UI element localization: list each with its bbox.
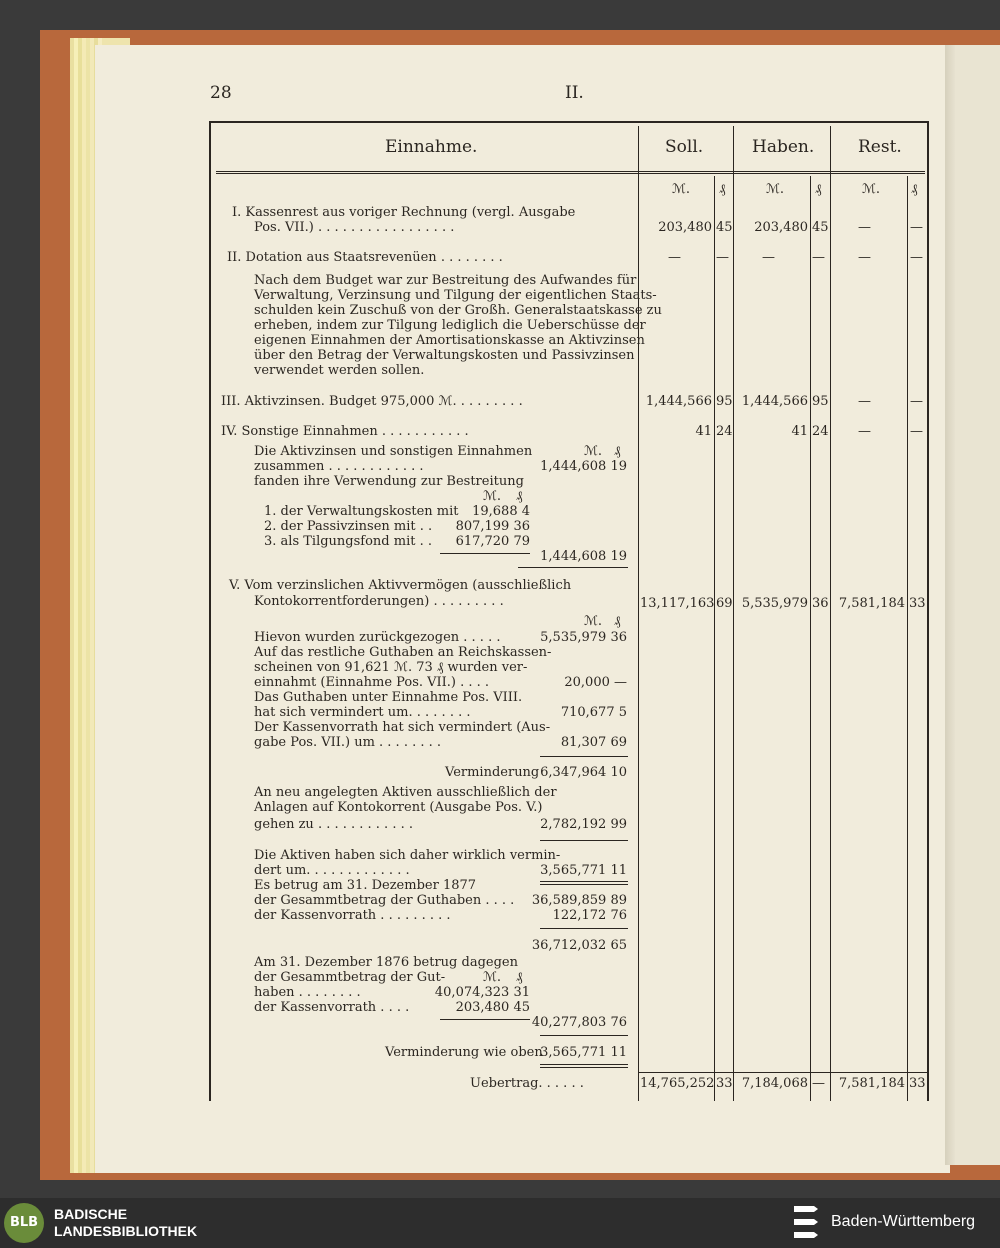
row-v-inner-value: 203,480 45 [455,1000,530,1015]
row-v-value: 710,677 5 [560,705,627,720]
row-i-soll-mark: 203,480 [658,220,712,235]
sum-rule [540,756,628,757]
row-v-text: der Gesammtbetrag der Gut- [254,970,446,985]
row-v-text: der Kassenvorrath . . . . . . . . . [254,908,451,923]
unit-mark-inner: ℳ. [584,614,603,629]
unit-mark-inner: ℳ. [483,489,502,504]
row-iv-haben-mark: 41 [791,424,808,439]
row-v-label2: Kontokorrentforderungen) . . . . . . . . . [254,594,504,609]
row-v-inner-value: 40,074,323 31 [434,985,530,1000]
col-header-rest: Rest. [858,137,902,157]
row-v-text: Am 31. Dezember 1876 betrug dagegen [254,955,518,970]
lions-icon[interactable] [792,1202,820,1242]
row-iii-haben-mark: 1,444,566 [741,394,808,409]
row-v-text: Das Guthaben unter Einnahme Pos. VIII. [254,690,523,705]
sum-rule [440,553,530,554]
row-v-text: gabe Pos. VII.) um . . . . . . . . [254,735,442,750]
row-v-text: Es betrug am 31. Dezember 1877 [254,878,477,893]
row-iii-soll-mark: 1,444,566 [645,394,712,409]
row-ii-note-line: eigenen Einnahmen der Amortisationskasse an Aktivzinsen [254,333,645,348]
unit-mark-soll: ℳ. [672,182,691,197]
row-i-rest-mark: — [858,220,871,235]
unit-pf-inner: ₰ [516,970,523,985]
sum-rule [440,1019,530,1020]
row-v-value: 36,589,859 89 [531,893,627,908]
uebertrag-label: Uebertrag. . . . . . [470,1076,584,1091]
row-iv-inner-value: 1,444,608 19 [540,459,627,474]
row-v-value: 3,565,771 11 [540,863,627,878]
pf-divider-rest [907,176,908,1101]
sum-rule [540,881,628,882]
col-header-einnahme: Einnahme. [385,137,478,157]
row-iv-item-label: 2. der Passivzinsen mit . . [264,519,433,534]
uebertrag-haben-pf: — [812,1076,825,1091]
row-ii-note-line: Nach dem Budget war zur Bestreitung des Aufwandes für [254,273,637,288]
row-ii-note-line: erheben, indem zur Tilgung lediglich die Ueberschüsse der [254,318,646,333]
row-iv-soll-mark: 41 [695,424,712,439]
row-v-value: 20,000 — [564,675,627,690]
uebertrag-soll-mark: 14,765,252 [640,1076,715,1091]
blb-name-line1: BADISCHE [54,1206,128,1222]
blb-logo-icon[interactable]: BLB [4,1203,44,1243]
row-v-sum-1877: 36,712,032 65 [531,938,627,953]
row-ii-note-line: Verwaltung, Verzinsung und Tilgung der eigentlichen Staats- [254,288,657,303]
row-iii-label: III. Aktivzinsen. Budget 975,000 ℳ. . . . . . . . . [221,394,523,409]
row-iv-item-label: 1. der Verwaltungskosten mit [264,504,459,519]
row-v-text: dert um. . . . . . . . . . . . . [254,863,410,878]
row-v-verminderung-label: Verminderung [445,765,540,780]
sum-rule [540,1035,628,1036]
row-ii-dash-haben-pf: — [812,250,825,265]
unit-pf-inner: ₰ [614,444,621,459]
row-v-text: haben . . . . . . . . [254,985,361,1000]
row-v-wie-oben-label: Verminderung wie oben [385,1045,543,1060]
sum-rule-double [540,884,628,885]
uebertrag-rest-pf: 33 [909,1076,926,1091]
row-v-text: Der Kassenvorrath hat sich vermindert (Aus- [254,720,551,735]
unit-pf-rest: ₰ [911,182,918,197]
pf-divider-soll [714,176,715,1101]
row-v-text: An neu angelegten Aktiven ausschließlich der [254,785,557,800]
row-iv-haben-pf: 24 [812,424,829,439]
row-v-wie-oben-value: 3,565,771 11 [540,1045,627,1060]
row-v-value: 2,782,192 99 [540,817,627,832]
row-v-text: der Kassenvorrath . . . . [254,1000,410,1015]
row-v-text: der Gesammtbetrag der Guthaben . . . . [254,893,515,908]
row-i-rest-pf: — [910,220,923,235]
row-iv-item-label: 3. als Tilgungsfond mit . . [264,534,432,549]
row-iv-label: IV. Sonstige Einnahmen . . . . . . . . . . . [221,424,469,439]
col-header-soll: Soll. [665,137,704,157]
page-number: 28 [210,83,232,103]
sum-rule-double [540,1067,628,1068]
row-v-text: Hievon wurden zurückgezogen . . . . . [254,630,501,645]
row-iv-item-value: 617,720 79 [455,534,530,549]
row-i-label2: Pos. VII.) . . . . . . . . . . . . . . . . . [254,220,455,235]
col-divider-rest [830,126,831,1101]
pf-divider-haben [810,176,811,1101]
col-header-haben: Haben. [752,137,815,157]
row-v-value: 81,307 69 [560,735,627,750]
row-v-soll-mark: 13,117,163 [640,596,715,611]
row-v-text: Die Aktiven haben sich daher wirklich vermin- [254,848,561,863]
unit-mark-inner: ℳ. [483,970,502,985]
sum-rule [540,928,628,929]
row-v-rest-pf: 33 [909,596,926,611]
row-ii-note-line: verwendet werden sollen. [254,363,425,378]
section-number: II. [565,83,584,103]
unit-pf-soll: ₰ [719,182,726,197]
row-i-haben-pf: 45 [812,220,829,235]
unit-mark-inner: ℳ. [584,444,603,459]
row-iv-item-value: 807,199 36 [455,519,530,534]
row-i-label: I. Kassenrest aus voriger Rechnung (vergl. Ausgabe [232,205,576,220]
row-iii-soll-pf: 95 [716,394,733,409]
row-v-haben-pf: 36 [812,596,829,611]
row-v-rest-mark: 7,581,184 [838,596,905,611]
col-divider-haben [733,126,734,1101]
row-iv-rest-mark: — [858,424,871,439]
row-ii-dash-rest: — [858,250,871,265]
uebertrag-haben-mark: 7,184,068 [741,1076,808,1091]
row-ii-dash-haben: — [762,250,775,265]
table-right-border [927,121,929,1101]
sum-rule [540,1064,628,1065]
unit-pf-haben: ₰ [815,182,822,197]
row-iv-rest-pf: — [910,424,923,439]
row-v-haben-mark: 5,535,979 [741,596,808,611]
unit-mark-haben: ℳ. [766,182,785,197]
row-v-sum-1876: 40,277,803 76 [531,1015,627,1030]
bw-name[interactable]: Baden-Württemberg [831,1213,976,1230]
unit-pf-inner: ₰ [614,614,621,629]
header-rule [216,171,925,172]
uebertrag-rest-mark: 7,581,184 [838,1076,905,1091]
row-iii-rest-pf: — [910,394,923,409]
row-v-value: 5,535,979 36 [540,630,627,645]
row-v-text: Auf das restliche Guthaben an Reichskassen- [254,645,552,660]
row-ii-dash-soll: — [668,250,681,265]
right-page-edge [955,45,1000,1165]
table-left-border [209,121,211,1101]
row-iii-rest-mark: — [858,394,871,409]
row-ii-dash-soll-pf: — [716,250,729,265]
blb-name-line2: LANDESBIBLIOTHEK [54,1223,198,1239]
row-v-value: 122,172 76 [552,908,627,923]
table-top-border [209,121,929,123]
row-ii-note-line: schulden kein Zuschuß von der Großh. Generalstaatskasse zu [254,303,662,318]
uebertrag-soll-pf: 33 [716,1076,733,1091]
row-iv-item-value: 19,688 4 [472,504,530,519]
row-v-text: einnahmt (Einnahme Pos. VII.) . . . . [254,675,490,690]
header-rule-double [216,173,925,174]
row-iii-haben-pf: 95 [812,394,829,409]
row-v-verminderung-value: 6,347,964 10 [540,765,627,780]
row-i-haben-mark: 203,480 [754,220,808,235]
row-iv-text: Die Aktivzinsen und sonstigen Einnahmen [254,444,533,459]
row-v-text: hat sich vermindert um. . . . . . . . [254,705,471,720]
row-v-text: scheinen von 91,621 ℳ. 73 ₰ wurden ver- [254,660,528,675]
row-v-soll-pf: 69 [716,596,733,611]
unit-pf-inner: ₰ [516,489,523,504]
row-ii-dash-rest-pf: — [910,250,923,265]
total-rule [638,1072,928,1073]
row-i-soll-pf: 45 [716,220,733,235]
row-iv-text: zusammen . . . . . . . . . . . . [254,459,424,474]
row-iv-soll-pf: 24 [716,424,733,439]
row-v-text: gehen zu . . . . . . . . . . . . [254,817,413,832]
sum-rule [518,567,628,568]
row-ii-note-line: über den Betrag der Verwaltungskosten und Passivzinsen [254,348,635,363]
sum-rule [540,840,628,841]
row-ii-label: II. Dotation aus Staatsrevenüen . . . . . . . . [227,250,503,265]
row-iv-text: fanden ihre Verwendung zur Bestreitung [254,474,524,489]
row-iv-total: 1,444,608 19 [540,549,627,564]
unit-mark-rest: ℳ. [862,182,881,197]
row-v-label: V. Vom verzinslichen Aktivvermögen (ausschließlich [229,578,572,593]
col-divider-soll [638,126,639,1101]
row-v-text: Anlagen auf Kontokorrent (Ausgabe Pos. V.) [254,800,543,815]
